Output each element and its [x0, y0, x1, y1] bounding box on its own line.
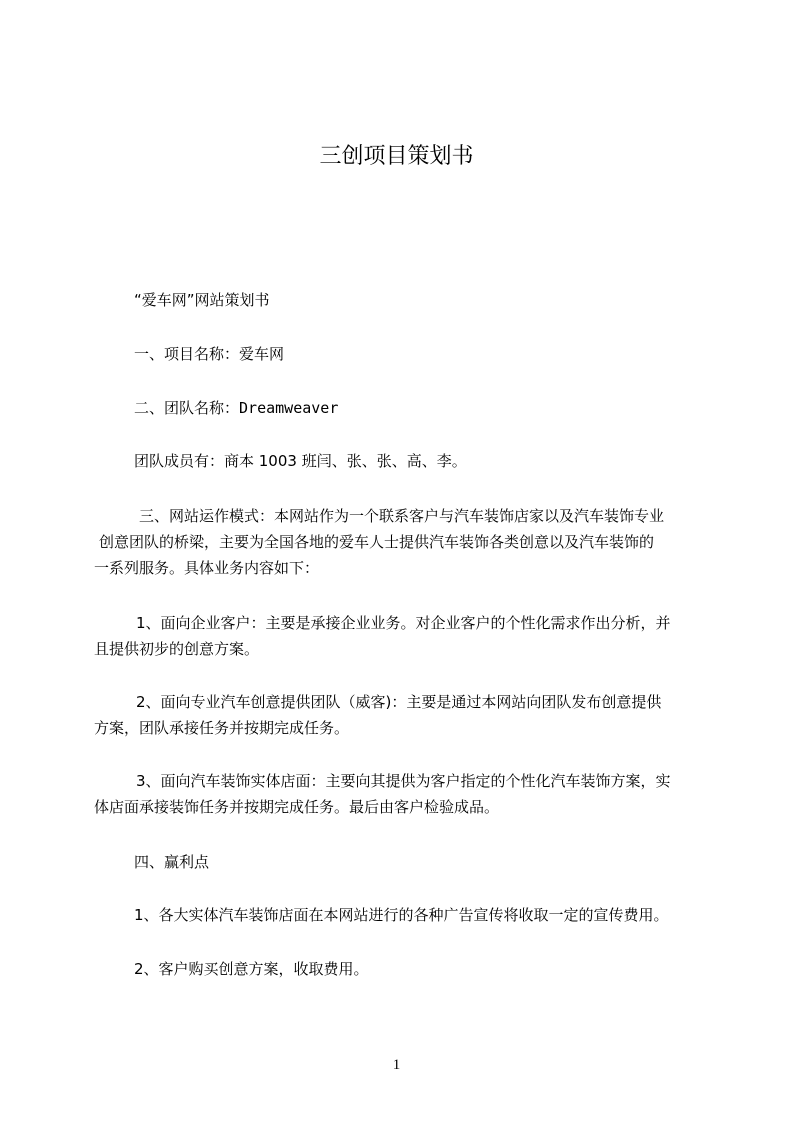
business-item-2-line-2: 方案，团队承接任务并按期完成任务。	[94, 719, 350, 737]
document-title: 三创项目策划书	[319, 144, 474, 169]
operation-mode-line-3: 一系列服务。具体业务内容如下：	[94, 559, 320, 577]
document-subtitle: “爱车网”网站策划书	[134, 291, 270, 309]
team-members: 团队成员有：商本 1003 班闫、张、张、高、李。	[134, 452, 467, 470]
page-number: 1	[392, 1057, 401, 1073]
business-item-2-line-1: 2、面向专业汽车创意提供团队（威客)：主要是通过本网站向团队发布创意提供	[136, 693, 662, 711]
project-name: 一、项目名称：爱车网	[134, 345, 285, 363]
business-item-1-line-2: 且提供初步的创意方案。	[94, 640, 260, 658]
team-name-value: Dreamweaver	[239, 399, 339, 417]
profit-item-2: 2、客户购买创意方案，收取费用。	[134, 960, 369, 978]
profit-heading: 四、赢利点	[134, 853, 210, 871]
operation-mode-line-1: 三、网站运作模式：本网站作为一个联系客户与汽车装饰店家以及汽车装饰专业	[139, 507, 665, 525]
team-name-label: 二、团队名称：	[134, 399, 240, 417]
business-item-1-line-1: 1、面向企业客户：主要是承接企业业务。对企业客户的个性化需求作出分析，并	[136, 614, 671, 632]
team-name	[134, 398, 338, 418]
business-item-3-line-1: 3、面向汽车装饰实体店面：主要向其提供为客户指定的个性化汽车装饰方案，实	[136, 772, 671, 790]
operation-mode-line-2: 创意团队的桥梁，主要为全国各地的爱车人士提供汽车装饰各类创意以及汽车装饰的	[99, 533, 655, 551]
business-item-3-line-2: 体店面承接装饰任务并按期完成任务。最后由客户检验成品。	[94, 798, 500, 816]
profit-item-1: 1、各大实体汽车装饰店面在本网站进行的各种广告宣传将收取一定的宣传费用。	[134, 906, 669, 924]
